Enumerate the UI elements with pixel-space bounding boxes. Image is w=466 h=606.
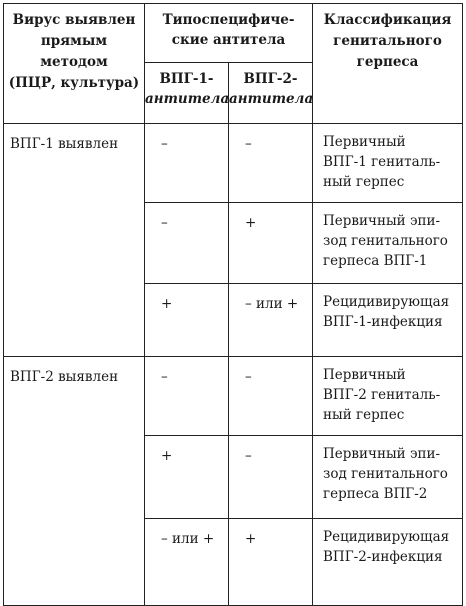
classification-line: герпеса ВПГ-2 xyxy=(323,486,428,502)
virus-detected-cell: ВПГ-1 выявлен xyxy=(4,124,145,357)
classification-line: Рецидивирующая xyxy=(323,294,450,310)
classification-line: ный герпес xyxy=(323,174,405,190)
classification-line: ВПГ-1-инфекция xyxy=(323,314,443,330)
header-hsv2-line: антитела xyxy=(229,91,314,107)
classification-cell xyxy=(313,124,463,203)
classification-cell xyxy=(313,357,463,436)
hsv2-antibody-cell: – xyxy=(229,124,313,203)
virus-detected-cell: ВПГ-2 выявлен xyxy=(4,357,145,606)
header-virus-line: (ПЦР, культура) xyxy=(8,75,140,91)
header-classification-line: генитального xyxy=(333,33,442,49)
hsv2-antibody-cell: – xyxy=(229,357,313,436)
header-classification-line: герпеса xyxy=(356,54,419,70)
table-row xyxy=(4,357,463,436)
hsv2-antibody-cell: + xyxy=(229,519,313,606)
header-hsv1-line: антитела xyxy=(145,91,230,107)
header-hsv1-antibodies xyxy=(145,63,229,124)
header-virus-line: методом xyxy=(40,54,108,70)
herpes-classification-table xyxy=(3,3,463,606)
header-antibodies-line: Типоспецифиче- xyxy=(162,12,295,28)
classification-line: Рецидивирующая xyxy=(323,529,450,545)
header-virus-detected xyxy=(4,4,145,124)
classification-line: зод генитального xyxy=(323,466,448,482)
hsv1-antibody-cell: + xyxy=(145,284,229,357)
classification-cell xyxy=(313,203,463,284)
classification-cell xyxy=(313,284,463,357)
classification-line: Первичный xyxy=(323,134,406,150)
classification-cell xyxy=(313,436,463,519)
classification-line: ВПГ-2 гениталь- xyxy=(323,387,441,403)
header-antibodies-line: ские антитела xyxy=(171,32,286,48)
classification-line: ВПГ-1 гениталь- xyxy=(323,154,441,170)
table-row xyxy=(4,124,463,203)
classification-line: Первичный эпи- xyxy=(323,446,441,462)
classification-line: Первичный xyxy=(323,367,406,383)
hsv1-antibody-cell: + xyxy=(145,436,229,519)
hsv1-antibody-cell: – или + xyxy=(145,519,229,606)
classification-line: герпеса ВПГ-1 xyxy=(323,253,428,269)
header-type-specific-antibodies xyxy=(145,4,313,63)
header-virus-line: Вирус выявлен xyxy=(12,12,136,28)
header-classification-line: Классификация xyxy=(323,12,452,28)
hsv1-antibody-cell: – xyxy=(145,203,229,284)
classification-line: зод генитального xyxy=(323,233,448,249)
header-classification xyxy=(313,4,463,124)
hsv2-antibody-cell: – или + xyxy=(229,284,313,357)
classification-line: ВПГ-2-инфекция xyxy=(323,549,443,565)
header-hsv2-line: ВПГ-2- xyxy=(243,71,298,87)
hsv1-antibody-cell: – xyxy=(145,357,229,436)
hsv2-antibody-cell: + xyxy=(229,203,313,284)
classification-cell xyxy=(313,519,463,606)
hsv2-antibody-cell: – xyxy=(229,436,313,519)
hsv1-antibody-cell: – xyxy=(145,124,229,203)
header-hsv1-line: ВПГ-1- xyxy=(159,71,214,87)
header-virus-line: прямым xyxy=(40,33,108,49)
classification-line: ный герпес xyxy=(323,407,405,423)
header-row-top xyxy=(4,4,463,63)
header-hsv2-antibodies xyxy=(229,63,313,124)
classification-line: Первичный эпи- xyxy=(323,213,441,229)
